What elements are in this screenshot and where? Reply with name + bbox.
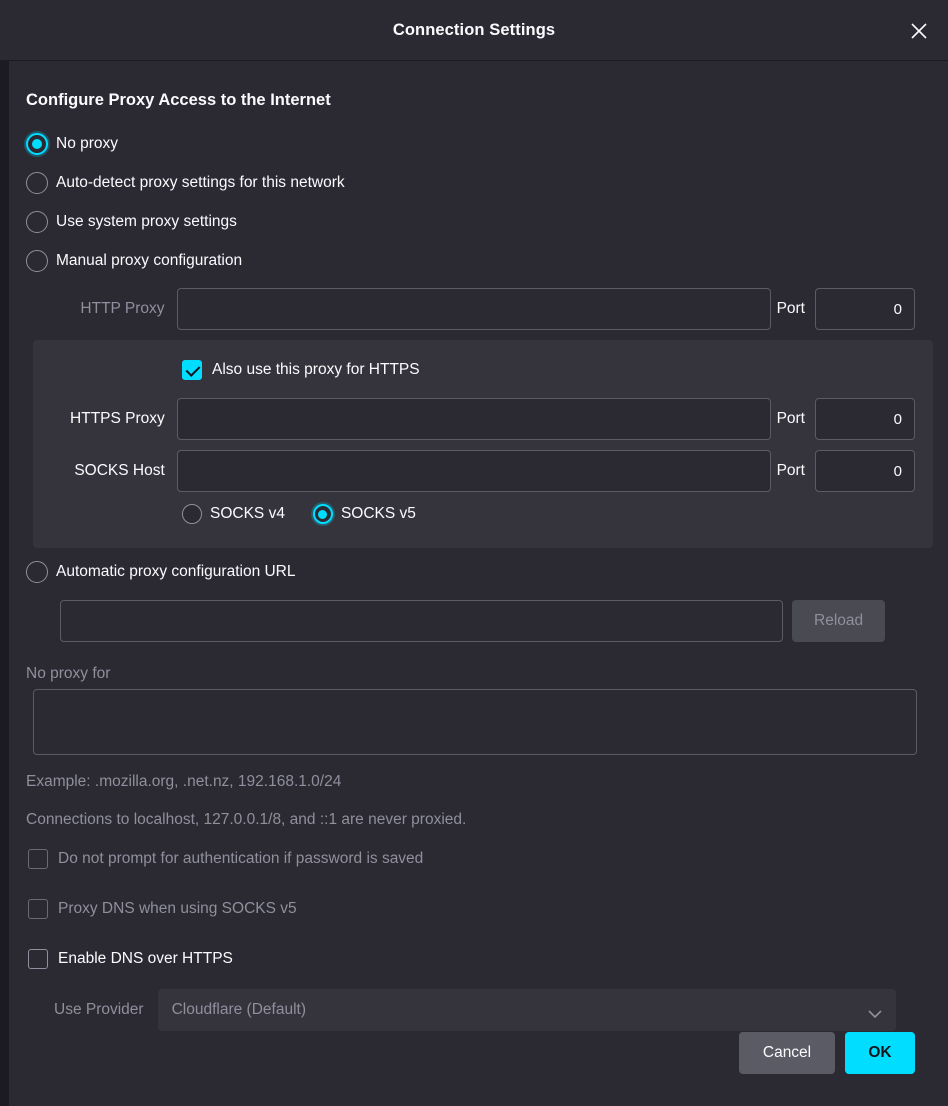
- radio-label-pac-url: Automatic proxy configuration URL: [56, 562, 296, 580]
- checkbox-row-doh[interactable]: [26, 939, 915, 979]
- socks-host-label: SOCKS Host: [74, 462, 165, 479]
- no-auth-prompt-label: Do not prompt for authentication if password is saved: [58, 850, 424, 867]
- radio-system-proxy[interactable]: [26, 202, 915, 241]
- http-port-input[interactable]: [815, 288, 915, 330]
- radio-label-socks-v4: SOCKS v4: [210, 505, 285, 522]
- radio-indicator-manual-proxy[interactable]: [26, 250, 48, 272]
- radio-indicator-socks-v4[interactable]: [182, 504, 202, 524]
- pac-url-row: [26, 597, 915, 645]
- no-proxy-note: Connections to localhost, 127.0.0.1/8, and ::1 are never proxied.: [26, 811, 467, 828]
- radio-label-system-proxy: Use system proxy settings: [56, 212, 237, 230]
- checkbox-row-proxy-dns[interactable]: [26, 889, 915, 929]
- dialog-title: Connection Settings: [392, 20, 556, 39]
- socks-host-input[interactable]: [177, 450, 771, 492]
- provider-select-value: Cloudflare (Default): [171, 1001, 306, 1018]
- https-proxy-row: [51, 396, 915, 442]
- proxy-dns-label: Proxy DNS when using SOCKS v5: [58, 900, 297, 917]
- proxy-dns-checkbox[interactable]: [28, 899, 48, 919]
- radio-indicator-system-proxy[interactable]: [26, 211, 48, 233]
- socks-host-row: [51, 448, 915, 494]
- https-proxy-label: HTTPS Proxy: [70, 410, 165, 427]
- cancel-button[interactable]: Cancel: [739, 1032, 835, 1074]
- pac-url-input[interactable]: [60, 600, 783, 642]
- radio-label-socks-v5: SOCKS v5: [340, 505, 416, 522]
- also-use-https-row[interactable]: [51, 350, 915, 390]
- radio-no-proxy[interactable]: [26, 124, 915, 163]
- manual-proxy-panel: [33, 340, 933, 548]
- no-proxy-example: Example: .mozilla.org, .net.nz, 192.168.1.0/24: [26, 773, 342, 790]
- http-port-label: Port: [776, 300, 805, 317]
- no-proxy-for-textarea[interactable]: [33, 689, 917, 755]
- radio-indicator-no-proxy[interactable]: [26, 133, 48, 155]
- socks-port-label: Port: [776, 462, 805, 479]
- radio-pac-url[interactable]: [26, 552, 915, 591]
- radio-label-auto-detect: Auto-detect proxy settings for this network: [56, 173, 345, 191]
- reload-button[interactable]: Reload: [792, 600, 885, 642]
- ok-button[interactable]: OK: [845, 1032, 915, 1074]
- doh-label: Enable DNS over HTTPS: [58, 950, 233, 967]
- no-auth-prompt-checkbox[interactable]: [28, 849, 48, 869]
- dialog-titlebar: [0, 0, 948, 61]
- radio-label-manual-proxy: Manual proxy configuration: [56, 251, 243, 269]
- radio-indicator-pac-url[interactable]: [26, 561, 48, 583]
- radio-label-no-proxy: No proxy: [56, 134, 119, 152]
- checkbox-row-no-auth-prompt[interactable]: [26, 839, 915, 879]
- https-proxy-input[interactable]: [177, 398, 771, 440]
- also-use-https-label: Also use this proxy for HTTPS: [212, 361, 420, 378]
- radio-manual-proxy[interactable]: [26, 241, 915, 280]
- http-proxy-row: [26, 286, 915, 332]
- provider-label: Use Provider: [54, 1001, 144, 1018]
- also-use-https-checkbox[interactable]: [182, 360, 202, 380]
- dialog-footer: [0, 1021, 948, 1106]
- radio-indicator-auto-detect[interactable]: [26, 172, 48, 194]
- no-proxy-for-label: No proxy for: [26, 665, 111, 682]
- dialog-content: [0, 61, 948, 1106]
- radio-indicator-socks-v5[interactable]: [313, 504, 333, 524]
- socks-port-input[interactable]: [815, 450, 915, 492]
- radio-auto-detect[interactable]: [26, 163, 915, 202]
- proxy-section-heading: Configure Proxy Access to the Internet: [26, 91, 331, 109]
- https-port-input[interactable]: [815, 398, 915, 440]
- doh-checkbox[interactable]: [28, 949, 48, 969]
- http-proxy-input[interactable]: [177, 288, 771, 330]
- http-proxy-label: HTTP Proxy: [80, 300, 165, 317]
- https-port-label: Port: [776, 410, 805, 427]
- close-icon[interactable]: [900, 12, 938, 50]
- socks-version-row: [51, 494, 915, 534]
